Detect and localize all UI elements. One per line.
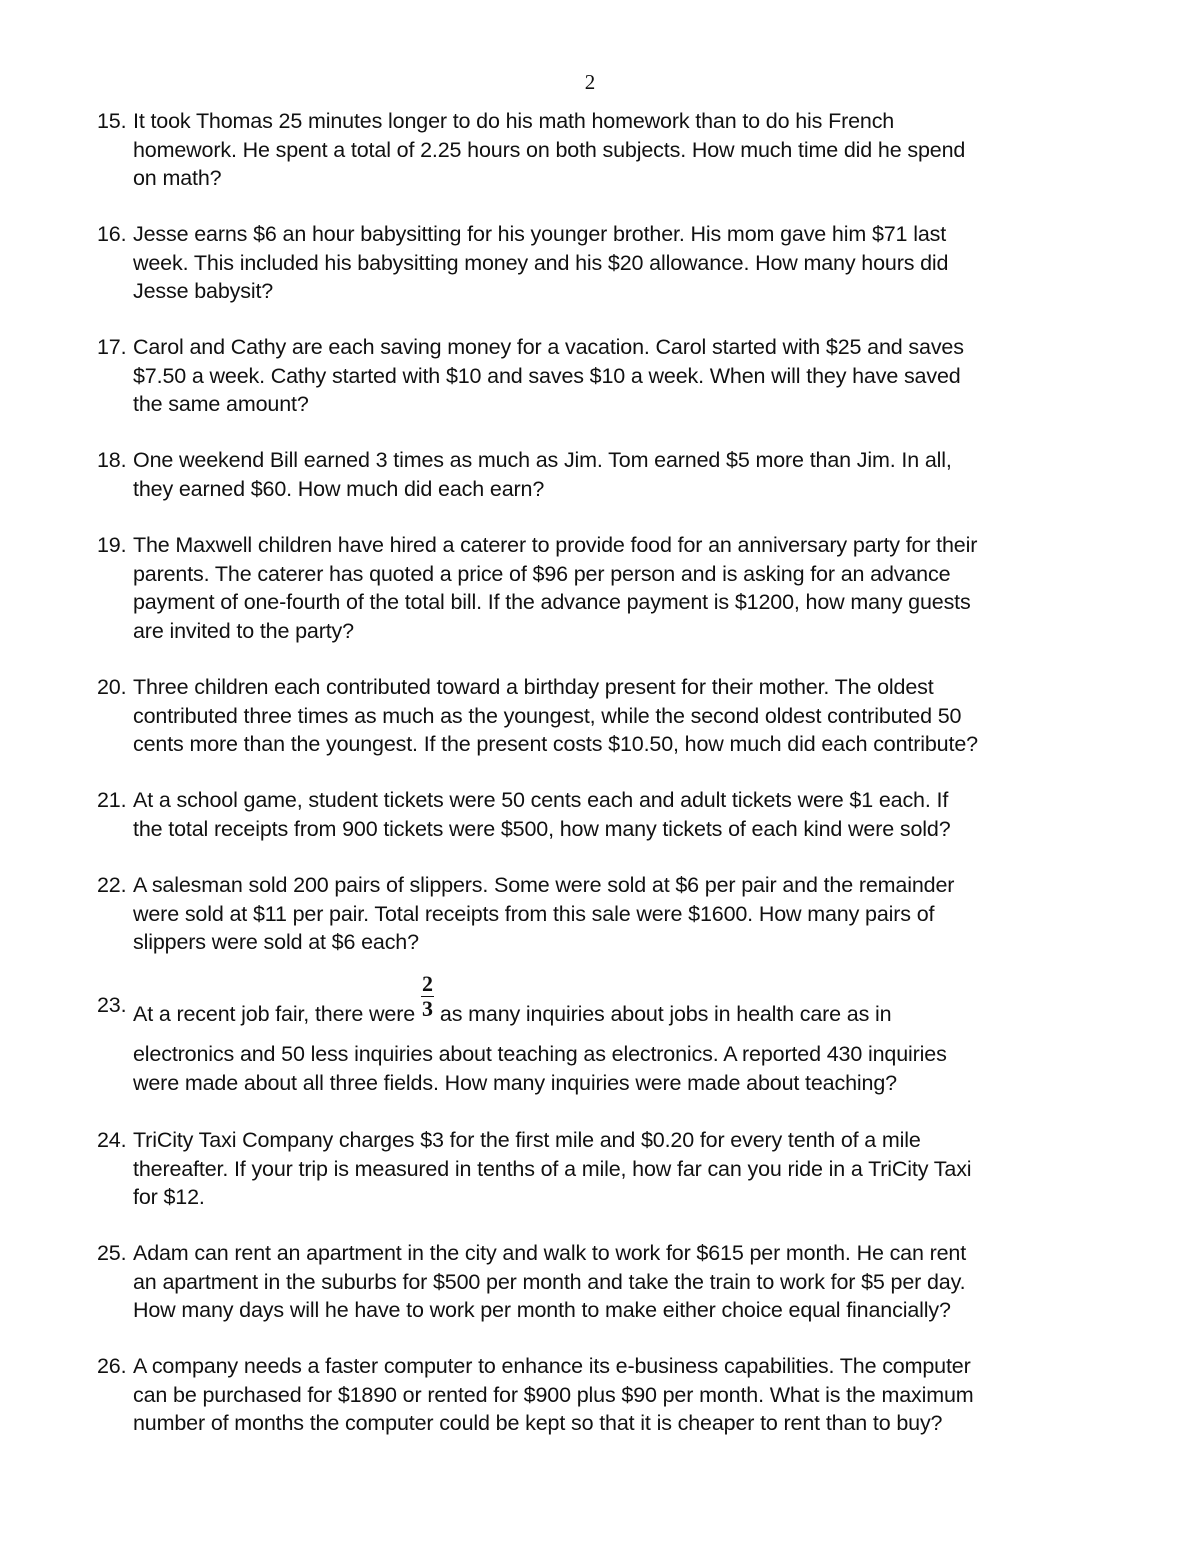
problem-number: 19.	[97, 533, 127, 557]
problem-number: 23.	[97, 993, 127, 1017]
problem-line: One weekend Bill earned 3 times as much as Jim. Tom earned $5 more than Jim. In all,	[133, 448, 952, 472]
problem-number: 20.	[97, 675, 127, 699]
problem-line: $7.50 a week. Cathy started with $10 and saves $10 a week. When will they have saved	[133, 363, 961, 388]
problem-line: were sold at $11 per pair. Total receipts from this sale were $1600. How many pairs of	[133, 901, 935, 926]
problem-line: Jesse babysit?	[133, 279, 274, 303]
problem-line: payment of one-fourth of the total bill. If the advance payment is $1200, how many guests	[133, 590, 971, 614]
problem-line: Jesse earns $6 an hour babysitting for his younger brother. His mom gave him $71 last	[133, 222, 947, 246]
problem-line: slippers were sold at $6 each?	[133, 930, 419, 954]
problem-26	[97, 1352, 1087, 1438]
fraction-numerator: 2	[422, 971, 433, 996]
problem-number: 25.	[97, 1241, 127, 1265]
problem-text	[133, 971, 1087, 1097]
problem-line: A company needs a faster computer to enhance its e-business capabilities. The computer	[133, 1354, 971, 1378]
problem-number: 17.	[97, 335, 127, 359]
problem-line: TriCity Taxi Company charges $3 for the first mile and $0.20 for every tenth of a mile	[133, 1128, 921, 1152]
problem-line: Three children each contributed toward a birthday present for their mother. The oldest	[133, 675, 934, 699]
problem-17	[97, 333, 1087, 419]
problem-text	[133, 1126, 1087, 1212]
problem-line: the same amount?	[133, 392, 309, 416]
problem-line: contributed three times as much as the youngest, while the second oldest contributed 50	[133, 703, 962, 728]
problem-23	[97, 971, 1087, 1097]
problem-19	[97, 531, 1087, 645]
problem-line: Carol and Cathy are each saving money for a vacation. Carol started with $25 and saves	[133, 335, 964, 359]
problem-number: 22.	[97, 873, 127, 897]
problem-line: At a school game, student tickets were 50 cents each and adult tickets were $1 each. If	[133, 788, 949, 812]
problem-line: the total receipts from 900 tickets were $500, how many tickets of each kind were sold?	[133, 816, 951, 841]
problem-number: 18.	[97, 448, 127, 472]
problem-18	[97, 446, 1087, 503]
problem-line: parents. The caterer has quoted a price of $96 per person and is asking for an advance	[133, 561, 951, 586]
problem-text	[133, 531, 1087, 645]
problem-line: on math?	[133, 166, 222, 190]
problem-text-after-fraction: as many inquiries about jobs in health care as in	[439, 1002, 892, 1027]
problem-16	[97, 220, 1087, 306]
problem-text	[133, 673, 1087, 759]
problem-number: 24.	[97, 1128, 127, 1152]
problem-text-before-fraction: At a recent job fair, there were	[133, 1002, 416, 1027]
problem-line: for $12.	[133, 1185, 205, 1209]
problem-text	[133, 333, 1087, 419]
page-number: 2	[584, 70, 596, 94]
problem-text	[133, 446, 1087, 503]
problem-line: number of months the computer could be kept so that it is cheaper to rent than to buy?	[133, 1411, 943, 1435]
fraction-denominator: 3	[422, 996, 433, 1021]
problem-22	[97, 871, 1087, 957]
problem-text	[133, 220, 1087, 306]
problem-number: 26.	[97, 1354, 127, 1378]
problem-text	[133, 107, 1087, 193]
problem-line: cents more than the youngest. If the present costs $10.50, how much did each contribute?	[133, 732, 978, 756]
problem-line: The Maxwell children have hired a caterer to provide food for an anniversary party for their	[133, 533, 978, 557]
problem-line: thereafter. If your trip is measured in tenths of a mile, how far can you ride in a TriCity Taxi	[133, 1156, 972, 1181]
problem-line: How many days will he have to work per month to make either choice equal financially?	[133, 1298, 951, 1322]
problem-number: 16.	[97, 222, 127, 246]
problem-number: 21.	[97, 788, 127, 812]
problem-line: week. This included his babysitting money and his $20 allowance. How many hours did	[133, 250, 949, 275]
problem-line: they earned $60. How much did each earn?	[133, 476, 545, 501]
problem-line	[133, 971, 1087, 1040]
problem-20	[97, 673, 1087, 759]
problem-text	[133, 1352, 1087, 1438]
problem-15	[97, 107, 1087, 193]
fraction	[421, 972, 434, 1021]
problem-line: an apartment in the suburbs for $500 per month and take the train to work for $5 per day.	[133, 1269, 966, 1294]
problem-25	[97, 1239, 1087, 1325]
problem-number: 15.	[97, 109, 127, 133]
problem-line: are invited to the party?	[133, 618, 354, 643]
problem-line: electronics and 50 less inquiries about teaching as electronics. A reported 430 inquiries	[133, 1042, 947, 1066]
problem-line: A salesman sold 200 pairs of slippers. Some were sold at $6 per pair and the remainder	[133, 873, 955, 897]
problem-line: Adam can rent an apartment in the city and walk to work for $615 per month. He can rent	[133, 1241, 967, 1265]
problem-24	[97, 1126, 1087, 1212]
problem-text	[133, 1239, 1087, 1325]
problem-line: homework. He spent a total of 2.25 hours on both subjects. How much time did he spend	[133, 137, 966, 162]
problem-line: It took Thomas 25 minutes longer to do his math homework than to do his French	[133, 109, 895, 133]
problem-text	[133, 786, 1087, 843]
problem-text	[133, 871, 1087, 957]
problem-21	[97, 786, 1087, 843]
problem-line: were made about all three fields. How many inquiries were made about teaching?	[133, 1070, 897, 1095]
problem-line: can be purchased for $1890 or rented for $900 plus $90 per month. What is the maximum	[133, 1382, 974, 1407]
